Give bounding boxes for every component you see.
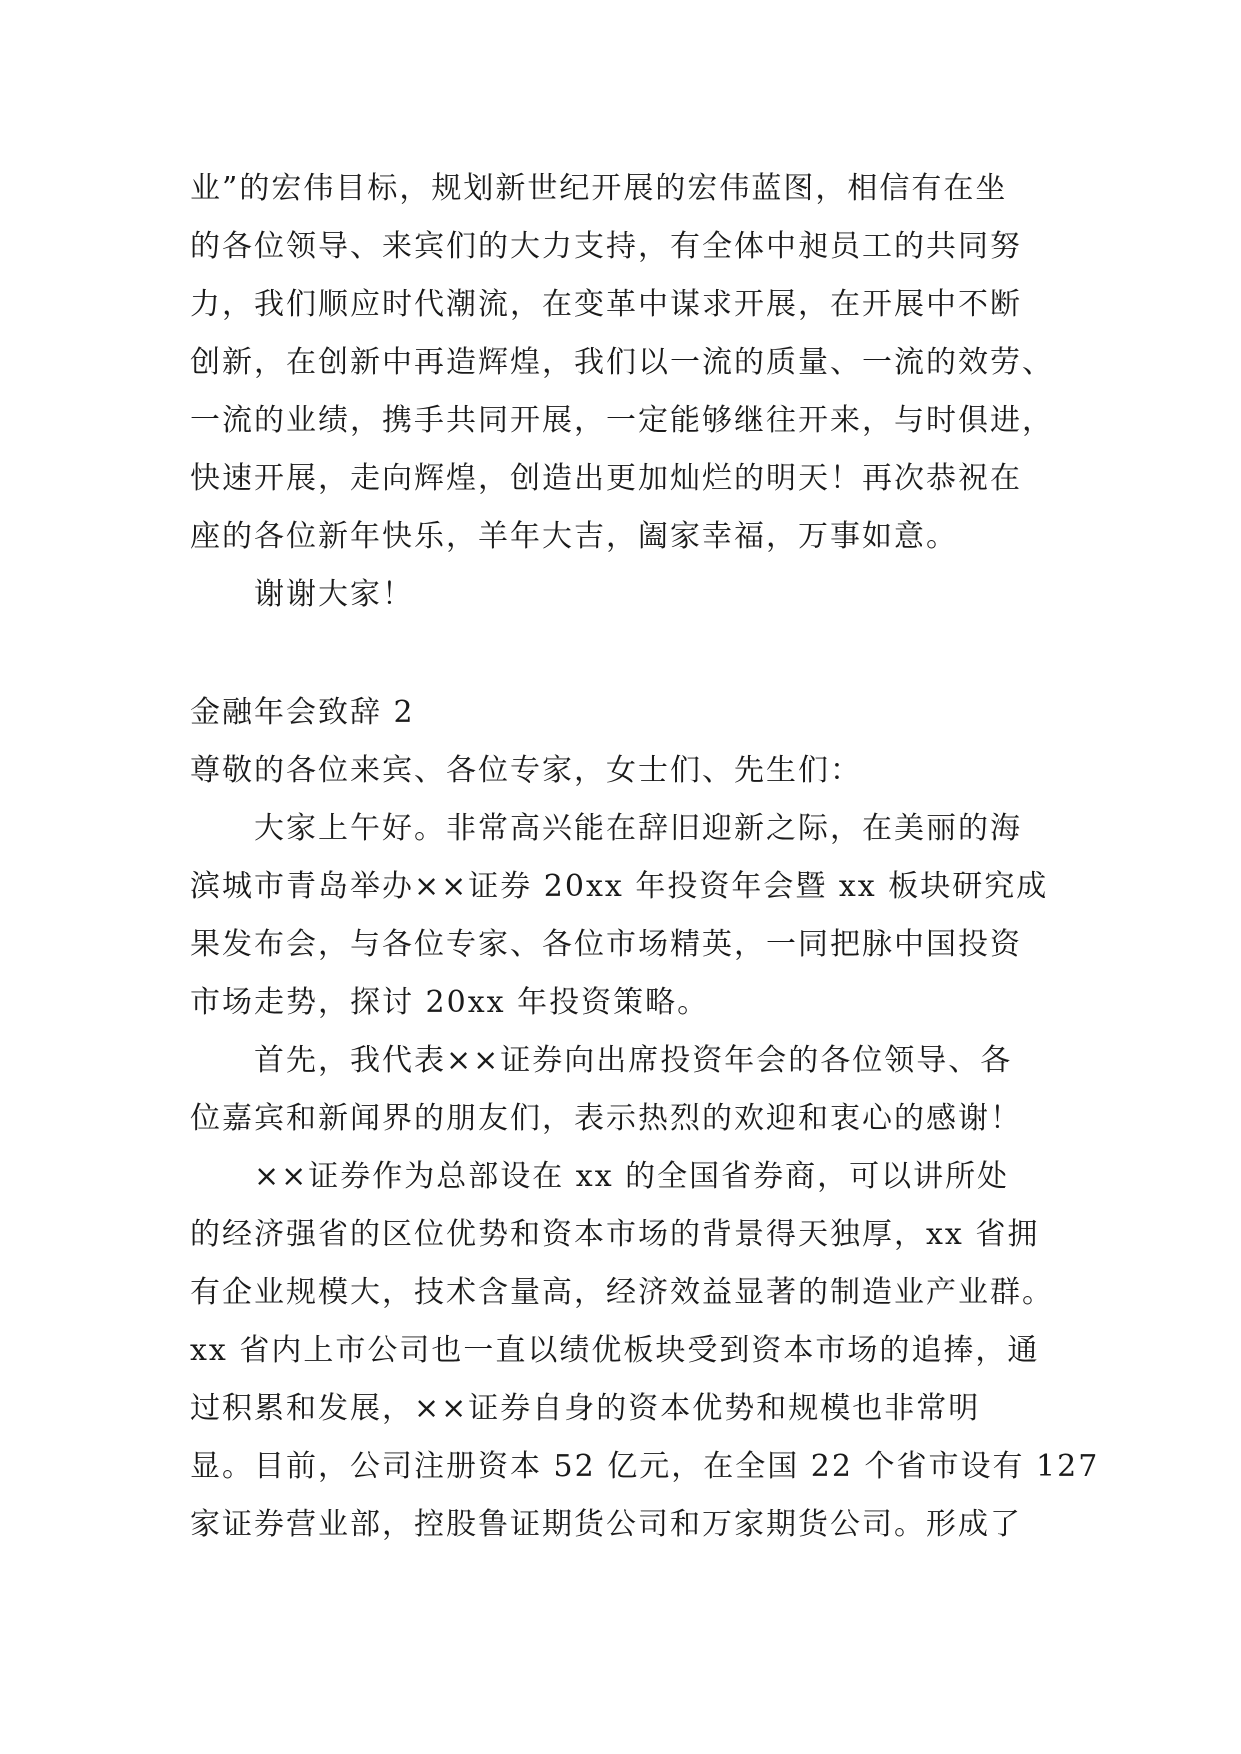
- paragraph-line: 市场走势，探讨 20xx 年投资策略。: [190, 985, 710, 1020]
- paragraph-line: 果发布会，与各位专家、各位市场精英，一同把脉中国投资: [190, 927, 1022, 962]
- paragraph-line: 业”的宏伟目标，规划新世纪开展的宏伟蓝图，相信有在坐: [190, 171, 1008, 206]
- speech-2: [190, 684, 1100, 1554]
- paragraph-line: 一流的业绩，携手共同开展，一定能够继往开来，与时俱进，: [190, 403, 1054, 438]
- paragraph-line: 首先，我代表××证券向出席投资年会的各位领导、各: [254, 1043, 1013, 1078]
- paragraph-line: 力，我们顺应时代潮流，在变革中谋求开展，在开展中不断: [190, 287, 1022, 322]
- paragraph-line: ××证券作为总部设在 xx 的全国省券商，可以讲所处: [254, 1159, 1010, 1194]
- paragraph-line: 的经济强省的区位优势和资本市场的背景得天独厚，xx 省拥: [190, 1217, 1040, 1252]
- paragraph-line: 座的各位新年快乐，羊年大吉，阖家幸福，万事如意。: [190, 519, 958, 554]
- paragraph-line: 过积累和发展，××证券自身的资本优势和规模也非常明: [190, 1391, 981, 1426]
- section-title: 金融年会致辞 2: [190, 695, 415, 730]
- paragraph-line: 创新，在创新中再造辉煌，我们以一流的质量、一流的效劳、: [190, 345, 1054, 380]
- paragraph-line: 的各位领导、来宾们的大力支持，有全体中昶员工的共同努: [190, 229, 1022, 264]
- closing-line: 谢谢大家！: [254, 577, 414, 612]
- paragraph-line: 家证券营业部，控股鲁证期货公司和万家期货公司。形成了: [190, 1507, 1022, 1542]
- speech-conclusion: [190, 160, 1054, 624]
- paragraph-line: 大家上午好。非常高兴能在辞旧迎新之际，在美丽的海: [254, 811, 1022, 846]
- paragraph-line: 有企业规模大，技术含量高，经济效益显著的制造业产业群。: [190, 1275, 1054, 1310]
- paragraph-line: 快速开展，走向辉煌，创造出更加灿烂的明天！再次恭祝在: [190, 461, 1022, 496]
- paragraph-line: xx 省内上市公司也一直以绩优板块受到资本市场的追捧，通: [190, 1333, 1040, 1368]
- paragraph-line: 位嘉宾和新闻界的朋友们，表示热烈的欢迎和衷心的感谢！: [190, 1101, 1022, 1136]
- paragraph-line: 显。目前，公司注册资本 52 亿元，在全国 22 个省市设有 127: [190, 1449, 1100, 1484]
- salutation: 尊敬的各位来宾、各位专家，女士们、先生们：: [190, 753, 862, 788]
- paragraph-line: 滨城市青岛举办××证券 20xx 年投资年会暨 xx 板块研究成: [190, 869, 1049, 904]
